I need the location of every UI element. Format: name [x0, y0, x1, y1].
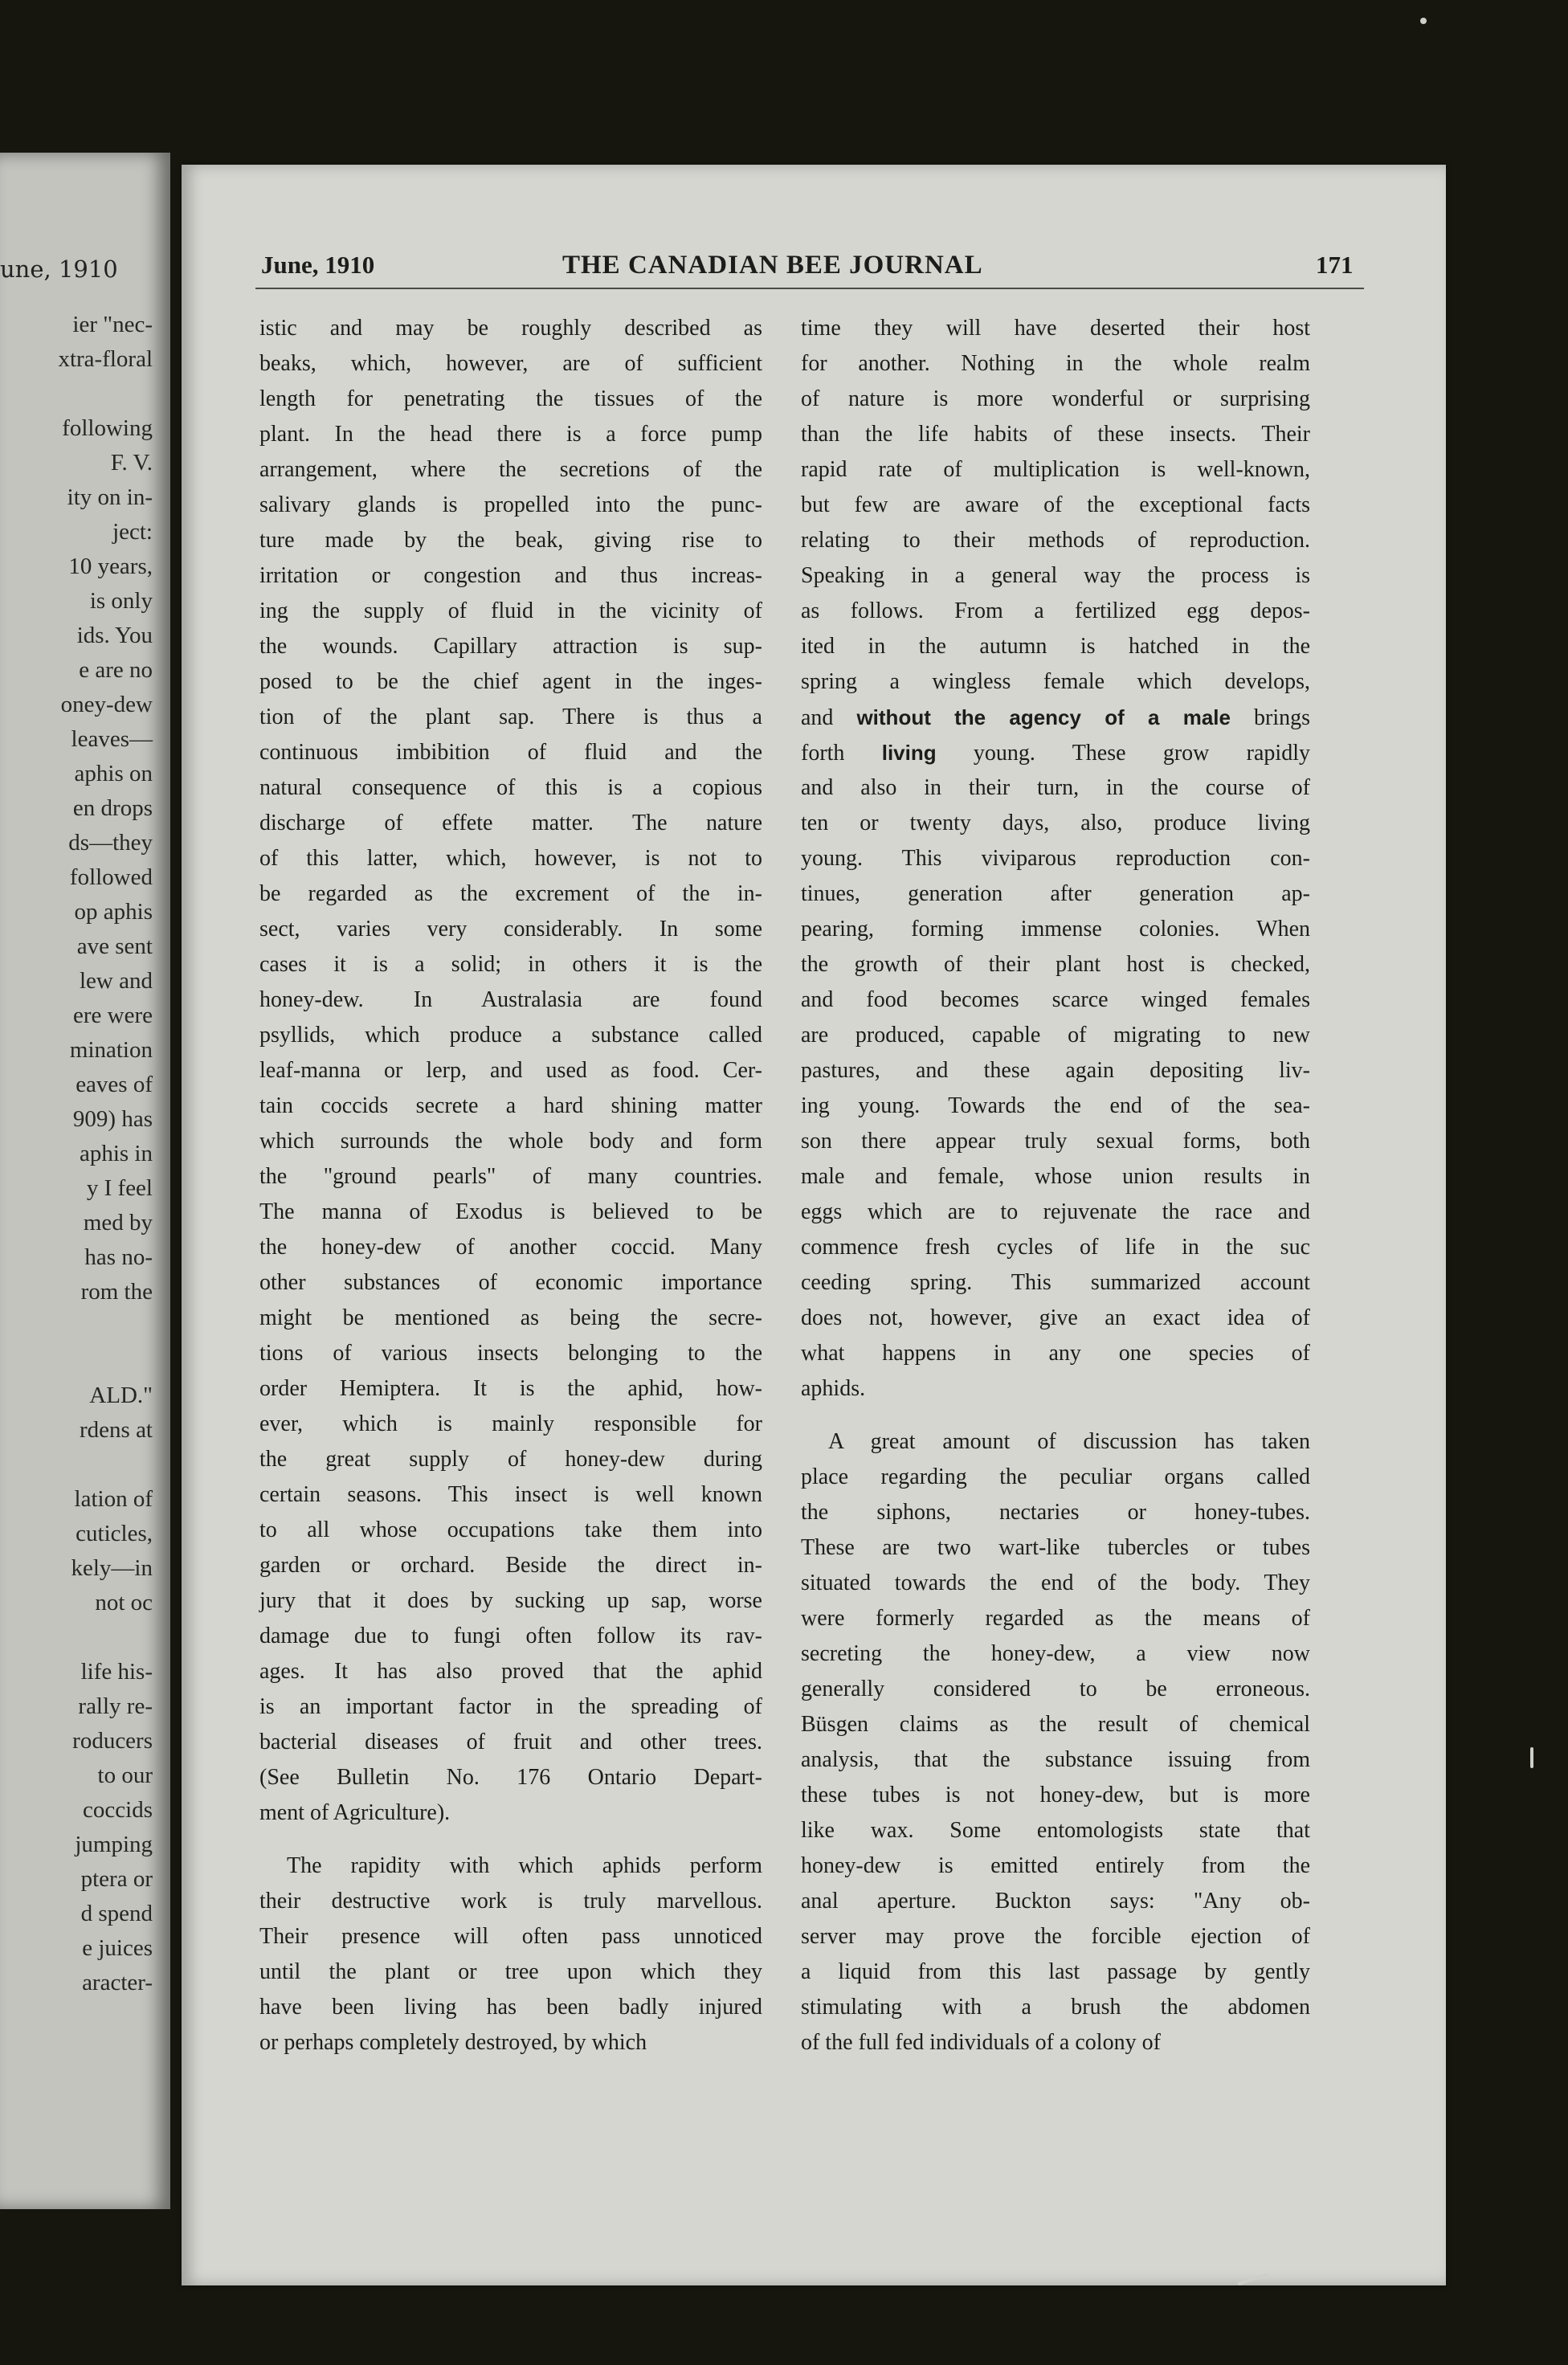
text-line: ing young. Towards the end of the sea-	[801, 1093, 1310, 1118]
previous-page-fragment	[0, 153, 170, 2209]
previous-page-line: life his-	[80, 1659, 153, 1685]
previous-page-line: rally re-	[78, 1693, 153, 1719]
text-line: ture made by the beak, giving rise to	[259, 528, 762, 553]
left-text-column	[259, 311, 762, 2061]
text-line: Speaking in a general way the process is	[801, 563, 1310, 588]
text-line: arrangement, where the secretions of the	[259, 457, 762, 482]
previous-page-line: lation of	[74, 1486, 153, 1512]
text-line: for another. Nothing in the whole realm	[801, 351, 1310, 376]
right-text-column	[801, 311, 1310, 2061]
text-line: anal aperture. Buckton says: "Any ob-	[801, 1889, 1310, 1914]
text-line: to all whose occupations take them into	[259, 1517, 762, 1542]
text-line: pastures, and these again depositing liv-	[801, 1058, 1310, 1083]
paragraph	[259, 1848, 762, 2061]
text-line: length for penetrating the tissues of the	[259, 386, 762, 411]
previous-page-header: une, 1910	[0, 255, 118, 283]
text-line: damage due to fungi often follow its rav-	[259, 1624, 762, 1648]
page-number: 171	[1316, 251, 1354, 279]
text-line: were formerly regarded as the means of	[801, 1606, 1310, 1631]
previous-page-line: oney-dew	[60, 692, 153, 717]
text-line: does not, however, give an exact idea of	[801, 1305, 1310, 1330]
paragraph-gap	[259, 1831, 762, 1848]
text-line: leaf-manna or lerp, and used as food. Cer-	[259, 1058, 762, 1083]
text-line: the honey-dew of another coccid. Many	[259, 1235, 762, 1260]
previous-page-line: eaves of	[76, 1072, 153, 1097]
previous-page-line: lew and	[80, 968, 153, 994]
previous-page-line: xtra-floral	[58, 346, 153, 372]
previous-page-line: F. V.	[110, 450, 153, 476]
text-line: of nature is more wonderful or surprising	[801, 386, 1310, 411]
emphasis-text: without the agency of a male	[856, 705, 1231, 729]
previous-page-line: not oc	[95, 1590, 153, 1615]
previous-page-line: coccids	[83, 1797, 153, 1823]
text-line: than the life habits of these insects. Their	[801, 422, 1310, 447]
text-line: posed to be the chief agent in the inges-	[259, 669, 762, 694]
header-rule	[255, 288, 1364, 289]
text-line: stimulating with a brush the abdomen	[801, 1995, 1310, 2020]
text-line: tion of the plant sap. There is thus a	[259, 705, 762, 729]
previous-page-line: rom the	[80, 1279, 153, 1305]
text-line: place regarding the peculiar organs called	[801, 1464, 1310, 1489]
text-line: what happens in any one species of	[801, 1341, 1310, 1366]
previous-page-line: 909) has	[72, 1106, 153, 1132]
text-line: order Hemiptera. It is the aphid, how-	[259, 1376, 762, 1401]
text-line: Their presence will often pass unnoticed	[259, 1924, 762, 1949]
text-line: salivary glands is propelled into the punc-	[259, 492, 762, 517]
text-line: pearing, forming immense colonies. When	[801, 917, 1310, 942]
text-line: forth living young. These grow rapidly	[801, 741, 1310, 766]
paragraph	[801, 1424, 1310, 2061]
text-line: the siphons, nectaries or honey-tubes.	[801, 1500, 1310, 1525]
text-line: and without the agency of a male brings	[801, 705, 1310, 730]
previous-page-line: ids. You	[76, 623, 153, 648]
text-line: of the full fed individuals of a colony of	[801, 2030, 1161, 2055]
text-line: (See Bulletin No. 176 Ontario Depart-	[259, 1765, 762, 1790]
previous-page-line: 10 years,	[68, 553, 153, 579]
previous-page-line: ier "nec-	[72, 312, 153, 337]
text-line: the great supply of honey-dew during	[259, 1447, 762, 1472]
text-line: rapid rate of multiplication is well-known,	[801, 457, 1310, 482]
text-line: A great amount of discussion has taken	[828, 1429, 1310, 1454]
text-line: garden or orchard. Beside the direct in-	[259, 1553, 762, 1578]
previous-page-line: ave sent	[76, 933, 153, 959]
text-line: plant. In the head there is a force pump	[259, 422, 762, 447]
issue-date: June, 1910	[261, 251, 375, 279]
previous-page-line: en drops	[72, 795, 153, 821]
previous-page-line: aracter-	[82, 1970, 153, 1995]
previous-page-line: to our	[97, 1763, 153, 1788]
text-line: time they will have deserted their host	[801, 316, 1310, 341]
text-line: secreting the honey-dew, a view now	[801, 1641, 1310, 1666]
text-line: eggs which are to rejuvenate the race and	[801, 1199, 1310, 1224]
text-line: ever, which is mainly responsible for	[259, 1411, 762, 1436]
previous-page-line: followed	[69, 864, 153, 890]
text-line: the "ground pearls" of many countries.	[259, 1164, 762, 1189]
text-line: certain seasons. This insect is well known	[259, 1482, 762, 1507]
text-line: ceeding spring. This summarized account	[801, 1270, 1310, 1295]
text-line: these tubes is not honey-dew, but is more	[801, 1783, 1310, 1807]
text-line: have been living has been badly injured	[259, 1995, 762, 2020]
text-line: of this latter, which, however, is not to	[259, 846, 762, 871]
previous-page-line: kely—in	[71, 1555, 153, 1581]
previous-page-line: ptera or	[80, 1866, 153, 1892]
text-line: tain coccids secrete a hard shining matter	[259, 1093, 762, 1118]
previous-page-line: e are no	[79, 657, 153, 683]
previous-page-line: rdens at	[80, 1417, 153, 1443]
previous-page-line: has no-	[84, 1244, 153, 1270]
previous-page-line: d spend	[80, 1901, 153, 1926]
previous-page-line: y I feel	[86, 1175, 153, 1201]
previous-page-line: ere were	[73, 1003, 153, 1028]
previous-page-line: op aphis	[74, 899, 153, 925]
text-line: the growth of their plant host is checked,	[801, 952, 1310, 977]
paragraph-gap	[801, 1407, 1310, 1424]
text-line: generally considered to be erroneous.	[801, 1677, 1310, 1701]
text-line: which surrounds the whole body and form	[259, 1129, 762, 1154]
scan-scratch	[1530, 1747, 1533, 1768]
text-line: the wounds. Capillary attraction is sup-	[259, 634, 762, 659]
previous-page-line: ject:	[112, 519, 153, 545]
running-head	[182, 251, 1446, 283]
text-line: other substances of economic importance	[259, 1270, 762, 1295]
previous-page-line: ity on in-	[67, 484, 153, 510]
text-line: server may prove the forcible ejection of	[801, 1924, 1310, 1949]
paragraph	[801, 311, 1310, 1407]
journal-title: THE CANADIAN BEE JOURNAL	[562, 251, 983, 280]
text-line: as follows. From a fertilized egg depos-	[801, 598, 1310, 623]
text-line: and food becomes scarce winged females	[801, 987, 1310, 1012]
previous-page-line: med by	[83, 1210, 153, 1236]
text-line: istic and may be roughly described as	[259, 316, 762, 341]
text-line: male and female, whose union results in	[801, 1164, 1310, 1189]
text-line: honey-dew is emitted entirely from the	[801, 1853, 1310, 1878]
text-line: sect, varies very considerably. In some	[259, 917, 762, 942]
text-line: their destructive work is truly marvellous.	[259, 1889, 762, 1914]
text-line: These are two wart-like tubercles or tubes	[801, 1535, 1310, 1560]
text-line: beaks, which, however, are of sufficient	[259, 351, 762, 376]
text-line: discharge of effete matter. The nature	[259, 811, 762, 835]
text-line: honey-dew. In Australasia are found	[259, 987, 762, 1012]
previous-page-line: cuticles,	[76, 1521, 153, 1546]
previous-page-line: roducers	[72, 1728, 153, 1754]
text-line: son there appear truly sexual forms, both	[801, 1129, 1310, 1154]
text-line: until the plant or tree upon which they	[259, 1959, 762, 1984]
previous-page-line: following	[62, 415, 153, 441]
previous-page-line: aphis on	[74, 761, 153, 786]
text-line: aphids.	[801, 1376, 866, 1401]
paragraph	[259, 311, 762, 1831]
text-line: irritation or congestion and thus increas-	[259, 563, 762, 588]
text-line: commence fresh cycles of life in the suc	[801, 1235, 1310, 1260]
previous-page-line: leaves—	[71, 726, 153, 752]
text-line: are produced, capable of migrating to new	[801, 1023, 1310, 1048]
previous-page-line: ds—they	[68, 830, 153, 856]
text-line: natural consequence of this is a copious	[259, 775, 762, 800]
text-line: cases it is a solid; in others it is the	[259, 952, 762, 977]
text-line: psyllids, which produce a substance called	[259, 1023, 762, 1048]
text-line: is an important factor in the spreading of	[259, 1694, 762, 1719]
text-line: jury that it does by sucking up sap, worse	[259, 1588, 762, 1613]
previous-page-line: aphis in	[79, 1141, 153, 1166]
text-line: be regarded as the excrement of the in-	[259, 881, 762, 906]
text-line: situated towards the end of the body. They	[801, 1571, 1310, 1595]
text-line: tinues, generation after generation ap-	[801, 881, 1310, 906]
text-line: a liquid from this last passage by gently	[801, 1959, 1310, 1984]
text-line: and also in their turn, in the course of	[801, 775, 1310, 800]
previous-page-line: mination	[69, 1037, 153, 1063]
previous-page-line: e juices	[82, 1935, 153, 1961]
previous-page-line: is only	[89, 588, 153, 614]
text-line: ten or twenty days, also, produce living	[801, 811, 1310, 835]
text-line: ment of Agriculture).	[259, 1800, 451, 1825]
scan-speck	[1420, 18, 1427, 24]
text-line: relating to their methods of reproduction.	[801, 528, 1310, 553]
text-line: Büsgen claims as the result of chemical	[801, 1712, 1310, 1737]
text-line: continuous imbibition of fluid and the	[259, 740, 762, 765]
emphasis-text: living	[881, 741, 937, 765]
text-line: like wax. Some entomologists state that	[801, 1818, 1310, 1843]
text-line: bacterial diseases of fruit and other trees.	[259, 1730, 762, 1754]
text-line: The rapidity with which aphids perform	[287, 1853, 762, 1878]
text-line: ing the supply of fluid in the vicinity of	[259, 598, 762, 623]
text-line: tions of various insects belonging to the	[259, 1341, 762, 1366]
journal-page	[182, 165, 1446, 2285]
previous-page-line: ALD."	[89, 1383, 153, 1408]
text-line: might be mentioned as being the secre-	[259, 1305, 762, 1330]
text-line: spring a wingless female which develops,	[801, 669, 1310, 694]
text-line: but few are aware of the exceptional facts	[801, 492, 1310, 517]
text-line: The manna of Exodus is believed to be	[259, 1199, 762, 1224]
text-line: young. This viviparous reproduction con-	[801, 846, 1310, 871]
text-line: or perhaps completely destroyed, by which	[259, 2030, 647, 2055]
text-line: analysis, that the substance issuing from	[801, 1747, 1310, 1772]
text-line: ages. It has also proved that the aphid	[259, 1659, 762, 1684]
previous-page-line: jumping	[75, 1832, 153, 1857]
text-line: ited in the autumn is hatched in the	[801, 634, 1310, 659]
